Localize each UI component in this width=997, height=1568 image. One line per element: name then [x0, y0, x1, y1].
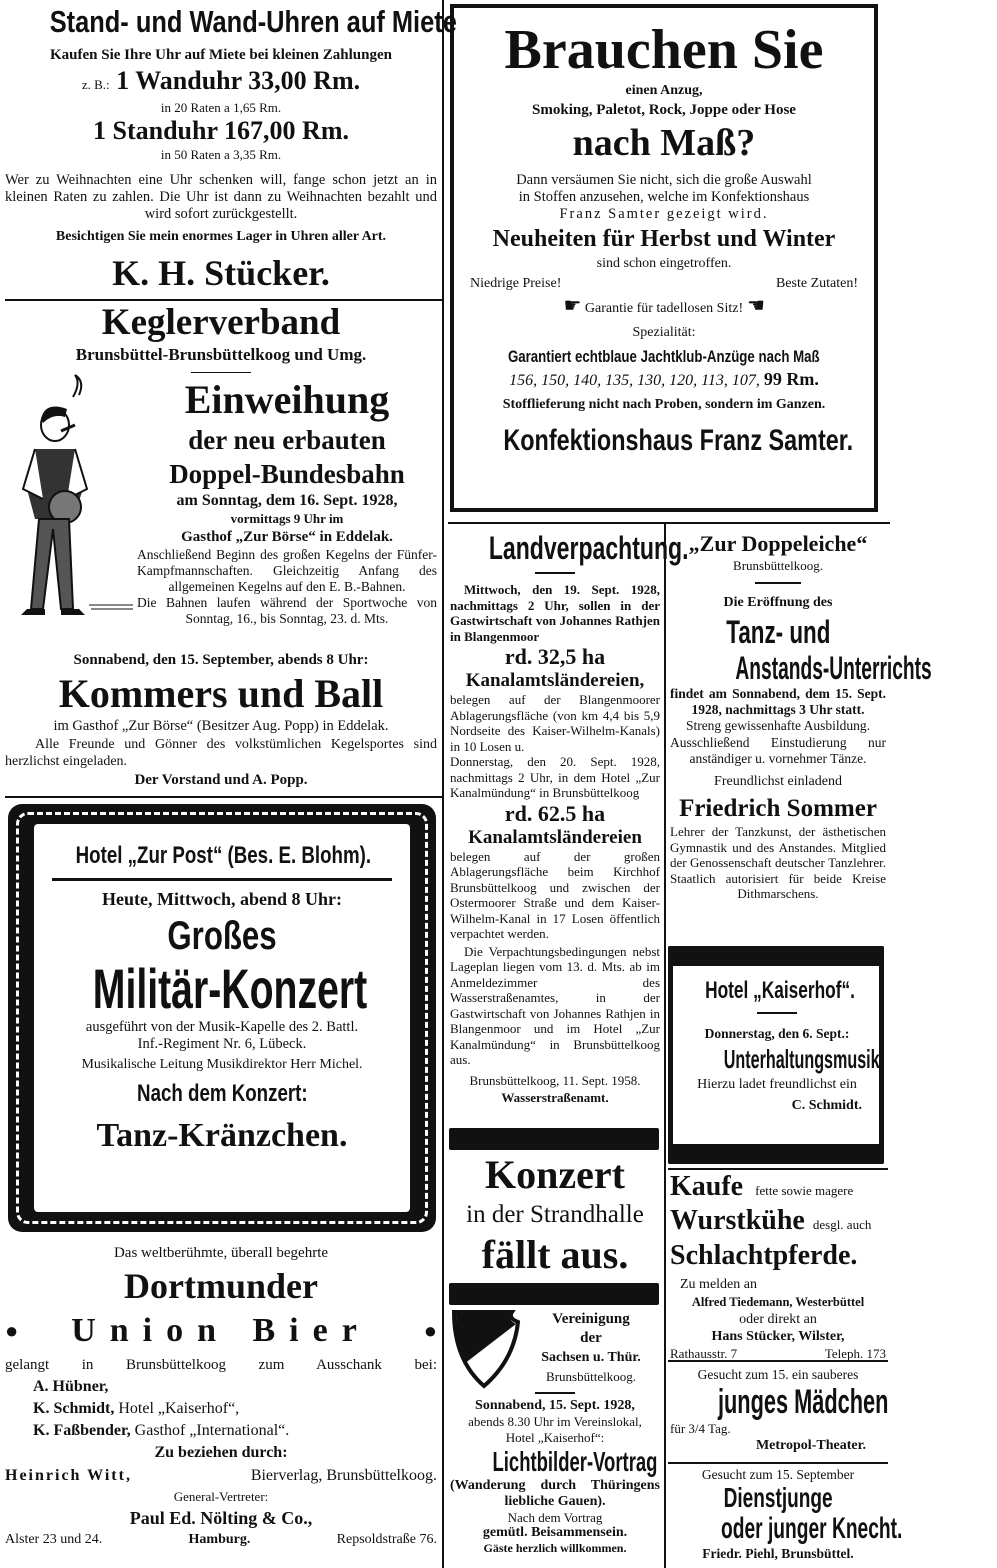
guarantee-text: Garantie für tadellosen Sitz! [584, 301, 744, 316]
invite: Hierzu ladet freundlichst ein [697, 1077, 857, 1092]
outlet-item [33, 1398, 437, 1420]
address-street: Alster 23 und 24. [5, 1532, 103, 1547]
contact-address [670, 1345, 886, 1362]
phone: Teleph. 173 [824, 1346, 886, 1361]
or-label: oder direkt an [739, 1312, 817, 1327]
ad-body: Anschließend Beginn des großen Kegelns der Fünfer-Kampfmannschaften. Gleichzeitig Anfang des allgemeinen Kegelns auf den E. B.-Bahnen. [137, 547, 437, 594]
when: findet am Sonnabend, dem 15. Sept. 1928, nachmittags 3 Uhr statt. [670, 686, 886, 717]
ad-signature: C. Schmidt. [791, 1098, 862, 1113]
headline-3: Doppel-Bundesbahn [169, 459, 405, 489]
headline-2 [5, 1308, 437, 1354]
buy-word: Schlachtpferde. [670, 1240, 858, 1271]
note: Stofflieferung nicht nach Proben, sondern im Ganzen. [502, 397, 826, 412]
headline-3: fällt aus. [481, 1232, 629, 1277]
area-2-name: Kanalamtsländereien [468, 826, 642, 848]
decorative-bar [449, 1128, 659, 1150]
agent-address [5, 1530, 437, 1550]
ad-hotel-kaiserhof [668, 946, 886, 1164]
paragraph: belegen auf der Blangenmoorer Ablagerungsfläche (von km 4,4 bis 5,9 Nordseite des Kaiser-Wilhelm-Kanals) in 10 Losen u. [450, 692, 660, 754]
price-list: 156, 150, 140, 135, 130, 120, 113, 107, [509, 372, 760, 389]
shield-icon [450, 1310, 522, 1388]
bowler-figure-icon [5, 377, 137, 637]
divider [535, 1392, 575, 1394]
spec-label: Spezialität: [632, 325, 696, 340]
ad-cta: Besichtigen Sie mein enormes Lager in Uhren aller Art. [55, 229, 387, 244]
event-date: Donnerstag, den 6. Sept.: [704, 1026, 850, 1041]
event-text: Unterhaltungsmusik [723, 1044, 880, 1074]
place-date: Brunsbüttelkoog, 11. Sept. 1958. [469, 1072, 641, 1088]
frame-top [668, 946, 884, 966]
divider [191, 372, 251, 373]
wanted-line: Gesucht zum 15. ein sauberes [697, 1367, 859, 1382]
guarantee [454, 295, 874, 320]
paragraph: Donnerstag, den 20. Sept. 1928, nachmittags 2 Uhr, in dem Hotel „Zur Kanalmündung“ in Brunsbüttelkoog [450, 754, 660, 800]
headline-text: Großes [167, 914, 277, 958]
hotel-name [34, 838, 410, 874]
ad-dance-school [670, 530, 932, 902]
training: Streng gewissenhafte Ausbildung. [685, 718, 871, 733]
headline: Konzert [485, 1152, 625, 1197]
report-label: Zu melden an [680, 1277, 757, 1292]
body-line: in Stoffen anzusehen, welche im Konfektionshaus [518, 189, 810, 205]
after-concert-text: Nach dem Konzert: [136, 1080, 308, 1107]
line-3: Smoking, Paletot, Rock, Joppe oder Hose [532, 102, 796, 118]
example-prefix: z. B.: [81, 77, 110, 92]
event-date: Heute, Mittwoch, abend 8 Uhr: [102, 889, 342, 909]
headline-2-text: Anstands-Unterrichts [735, 650, 932, 686]
after-concert [34, 1077, 410, 1111]
news-2: sind schon eingetroffen. [596, 256, 732, 271]
headline-2 [34, 959, 410, 1019]
column-divider [664, 524, 666, 1568]
ad-title-text: Landverpachtung. [488, 530, 689, 566]
ad-signature: Metropol-Theater. [755, 1438, 866, 1453]
area-1-name: Kanalamtsländereien, [465, 670, 645, 691]
association-name: der [580, 1330, 602, 1346]
headline-2: der neu erbauten [188, 425, 386, 455]
headline-2-text: oder junger Knecht. [721, 1512, 903, 1545]
outlet-name: K. Faßbender, [33, 1422, 131, 1439]
ad-signature: Friedr. Piehl, Brunsbüttel. [702, 1546, 854, 1561]
address-city: Hamburg. [188, 1532, 251, 1547]
event [676, 1044, 878, 1074]
ad-signature-text: Konfektionshaus Franz Samter. [503, 424, 854, 457]
headline: Dortmunder [124, 1266, 318, 1306]
area-1: rd. 32,5 ha [504, 644, 606, 669]
divider [755, 582, 801, 584]
outlet-place: Gasthof „International“. [134, 1422, 290, 1439]
divider [757, 1012, 797, 1014]
after: Nach dem Vortrag [507, 1510, 603, 1525]
ad-subtitle: Brunsbüttel-Brunsbüttelkoog und Umg. [75, 345, 367, 364]
ad-military-concert [8, 804, 436, 1232]
ad-wanted-servant [670, 1466, 903, 1563]
grandfather-clock-price: 1 Standuhr 167,00 Rm. [93, 116, 349, 145]
ad-separator [668, 1462, 888, 1464]
inauguration-block [5, 377, 437, 642]
intro: Das weltberühmte, überall begehrte [113, 1245, 329, 1261]
hotel-name-text: Hotel „Zur Post“ (Bes. E. Blohm). [75, 842, 372, 869]
spec-text: Garantiert echtblaue Jachtklub-Anzüge nach Maß [508, 347, 820, 366]
wanted-line: Gesucht zum 15. September [701, 1467, 855, 1482]
contact-1: Alfred Tiedemann, Westerbüttel [691, 1295, 865, 1309]
event-date: Sonnabend, 15. Sept. 1928, [475, 1398, 635, 1413]
headline: Einweihung [184, 377, 390, 422]
ad-body: Wer zu Weihnachten eine Uhr schenken will, fange schon jetzt an in kleinen Raten zu zahlen. Die Uhr ist dann zu Weihnachten bezahlt und wird sofort zurückgestellt. [5, 172, 437, 222]
intro: Die Eröffnung des [723, 595, 833, 610]
ad-concert-cancelled [450, 1152, 660, 1278]
outlet-item [33, 1420, 437, 1442]
ad-title: Keglerverband [101, 302, 341, 343]
claims [454, 273, 874, 295]
agent: Paul Ed. Nölting & Co., [129, 1508, 313, 1528]
association-place: Brunsbüttelkoog. [546, 1369, 636, 1384]
ad-saxon-association [450, 1310, 660, 1556]
ad-signature: K. H. Stücker. [112, 253, 330, 293]
served-at: gelangt in Brunsbüttelkoog zum Ausschank bei: [5, 1357, 437, 1373]
brand-name: Union Bier [71, 1312, 371, 1349]
event-time: vormittags 9 Uhr im [230, 511, 344, 526]
headline-2 [670, 650, 932, 686]
buy-word: Wurstkühe [670, 1205, 805, 1236]
invite: Freundlichst einladend [714, 774, 842, 789]
column-divider [442, 0, 444, 1568]
dance: Tanz-Kränzchen. [96, 1117, 348, 1154]
dances: Ausschließend Einstudierung nur anständiger u. vornehmer Tänze. [670, 735, 886, 766]
ad-livestock-buyer [670, 1172, 886, 1362]
ad-separator [5, 796, 442, 798]
area-2: rd. 62.5 ha [504, 800, 606, 826]
hotel-name-text: Hotel „Kaiserhof“. [705, 977, 855, 1004]
invitation: Alle Freunde und Gönner des volkstümlichen Kegelsportes sind herzlichst eingeladen. [5, 737, 437, 769]
ad-body-2: Die Bahnen laufen während der Sportwoche von Sonntag, 16., bis Sonntag, 23. d. Mts. [137, 595, 437, 626]
ad-separator [448, 522, 890, 524]
ad-signature: Wasserstraßenamt. [501, 1089, 609, 1105]
frame-right [879, 946, 884, 1164]
decorative-bar [449, 1283, 659, 1305]
ad-title: „Zur Doppeleiche“ [688, 531, 868, 556]
guests: Gäste herzlich willkommen. [483, 1541, 627, 1555]
event-date: am Sonntag, dem 16. Sept. 1928, [176, 492, 398, 509]
ad-separator [5, 299, 442, 301]
bowler-illustration [5, 377, 137, 642]
headline [670, 1483, 886, 1513]
paragraph: belegen auf der großen Ablagerungsfläche beim Kirchhof Brunsbüttelkoog und zwischen der Ostermoorer Straße und dem Kaiser-Wilhelm-Kanal in 17 Losen öffentlich verpachtet werden. [450, 848, 660, 941]
association-name: Sachsen u. Thür. [541, 1350, 641, 1365]
place: Brunsbüttelkoog. [733, 558, 823, 573]
outlet-place: Hotel „Kaiserhof“, [118, 1400, 240, 1417]
buy-row [670, 1172, 886, 1206]
hours: für 3/4 Tag. [670, 1421, 731, 1436]
teacher-name: Friedrich Sommer [679, 795, 877, 822]
line-4: nach Maß? [572, 122, 756, 164]
headline-text: junges Mädchen [717, 1383, 889, 1421]
ad-title [450, 528, 689, 568]
outlet-name: A. Hübner, [33, 1378, 109, 1395]
ad-title-text: Stand- und Wand-Uhren auf Miete [49, 4, 457, 39]
claim-best-materials: Beste Zutaten! [775, 276, 858, 291]
body-line: Dann versäumen Sie nicht, sich die große Auswahl [516, 172, 812, 188]
performer: ausgeführt von der Musik-Kapelle des 2. Battl. [85, 1019, 359, 1035]
buy-detail: desgl. auch [812, 1217, 872, 1232]
performer-2: Inf.-Regiment Nr. 6, Lübeck. [137, 1036, 307, 1052]
distributor [5, 1464, 437, 1488]
ad-signature [454, 418, 874, 464]
address-street-2: Repsoldstraße 76. [336, 1532, 437, 1547]
topic: (Wanderung durch Thüringens liebliche Gauen). [450, 1478, 660, 1509]
divider [535, 572, 575, 574]
ad-title [5, 0, 457, 44]
association-name: Vereinigung [552, 1311, 630, 1327]
association-header [450, 1310, 660, 1388]
headline-2-text: Militär-Konzert [92, 957, 368, 1020]
ad-separator [668, 1168, 888, 1170]
via: Zu beziehen durch: [154, 1444, 288, 1461]
ball-headline: Kommers und Ball [58, 671, 384, 716]
bullet-icon: ● [423, 1318, 437, 1343]
distributor-details: Bierverlag, Brunsbüttelkoog. [250, 1467, 437, 1484]
pointing-hand-left-icon: ☛ [746, 295, 765, 317]
teacher-bio: Lehrer der Tanzkunst, der ästhetischen Gymnastik und des Anstandes. Mitglied der Genossenschaft deutscher Tanzlehrer. Staatlich autorisiert für beide Kreise Dithmarschens. [670, 824, 886, 901]
ad-tailor-samter [450, 4, 878, 512]
social: gemütl. Beisammensein. [482, 1525, 628, 1540]
wavy-divider [52, 878, 392, 881]
conductor: Musikalische Leitung Musikdirektor Herr Michel. [81, 1057, 363, 1072]
wall-clock-rates: in 20 Raten a 1,65 Rm. [160, 100, 282, 115]
ad-wanted-girl [670, 1366, 889, 1455]
outlet-item [33, 1376, 437, 1398]
frame-left [668, 946, 673, 1164]
ad-body [454, 172, 874, 223]
paragraph: Mittwoch, den 19. Sept. 1928, nachmittags 2 Uhr, sollen in der Gastwirtschaft von Johannes Rathjen in Blangenmoor [450, 582, 660, 644]
news: Neuheiten für Herbst und Winter [492, 226, 836, 252]
contact-2: Hans Stücker, Wilster, [711, 1329, 845, 1344]
ad-bowling-club [5, 302, 437, 790]
outlet-name: K. Schmidt, [33, 1400, 115, 1417]
line-2: einen Anzug, [625, 83, 703, 98]
event-text: Lichtbilder-Vortrag [492, 1446, 658, 1477]
headline-2: in der Strandhalle [466, 1201, 644, 1228]
ball-date: Sonnabend, den 15. September, abends 8 Uhr: [73, 652, 369, 668]
spec [454, 346, 874, 368]
claim-low-prices: Niedrige Preise! [470, 276, 562, 291]
buy-word: Kaufe [670, 1171, 744, 1202]
event-venue: Hotel „Kaiserhof“: [505, 1430, 605, 1445]
street: Rathausstr. 7 [670, 1346, 738, 1361]
headline [670, 614, 886, 650]
ad-land-lease [450, 528, 689, 1106]
offer-wall-clock [5, 66, 437, 100]
event-time: abends 8.30 Uhr im Vereinslokal, [468, 1414, 642, 1429]
outlet-list [5, 1376, 437, 1442]
headline-2 [670, 1512, 903, 1545]
buy-row [670, 1240, 886, 1276]
distributor-name: Heinrich Witt, [5, 1467, 132, 1484]
frame-bottom [668, 1144, 884, 1164]
headline-text: Dienstjunge [723, 1482, 833, 1513]
headline-text: Tanz- und [725, 614, 831, 650]
headline: Brauchen Sie [504, 19, 824, 81]
price-final: 99 Rm. [763, 369, 819, 389]
pointing-hand-right-icon: ☛ [563, 295, 582, 317]
paragraph: Die Verpachtungsbedingungen nebst Lageplan liegen vom 13. d. Mts. ab im Anmeldezimmer des Wasserstraßenamtes, in der Gastwirtschaft von Johannes Rathjen in Blangenmoor und im Hotel „Zur Kanalmündung“ in Brunsbüttelkoog aus. [450, 943, 660, 1067]
headline [670, 1383, 889, 1421]
hotel-name [676, 974, 878, 1008]
event [450, 1446, 660, 1478]
prices [454, 368, 874, 392]
event-venue: Gasthof „Zur Börse“ in Eddelak. [181, 529, 393, 545]
agent-label: General-Vertreter: [173, 1489, 269, 1504]
body-line: Franz Samter gezeigt wird. [559, 206, 769, 222]
bullet-icon: ● [5, 1318, 19, 1343]
buy-row [670, 1206, 886, 1240]
wall-clock-price: 1 Wanduhr 33,00 Rm. [116, 66, 361, 95]
grandfather-clock-rates: in 50 Raten a 3,35 Rm. [160, 147, 282, 162]
ball-venue: im Gasthof „Zur Börse“ (Besitzer Aug. Popp) in Eddelak. [53, 718, 389, 734]
ad-signature: Der Vorstand und A. Popp. [134, 772, 308, 788]
buy-detail: fette sowie magere [755, 1183, 854, 1198]
ad-clock-rental [5, 0, 457, 298]
ad-dortmunder-beer [5, 1242, 437, 1550]
headline [34, 913, 410, 959]
ad-subtitle: Kaufen Sie Ihre Uhr auf Miete bei kleinen Zahlungen [50, 47, 392, 63]
